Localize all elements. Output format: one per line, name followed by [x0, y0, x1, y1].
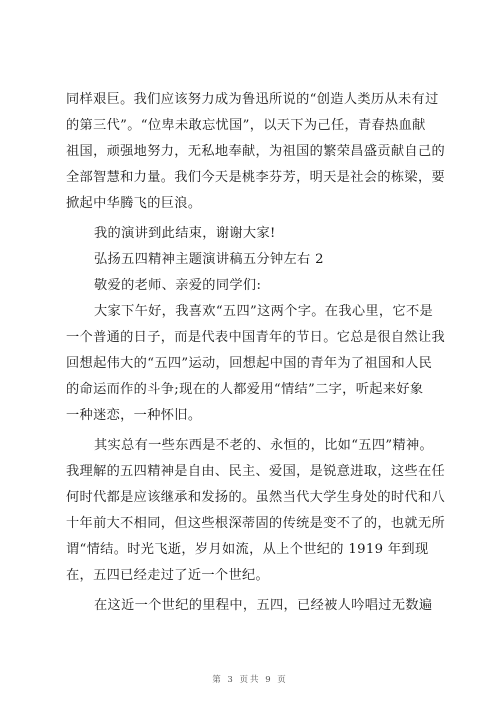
section-title: 弘扬五四精神主题演讲稿五分钟左右 2 [94, 252, 324, 267]
paragraph-1-line-5: 掀起中华腾飞的巨浪。 [66, 196, 202, 211]
paragraph-1-line-4: 全部智慧和力量。我们今天是桃李芬芳，明天是社会的栋梁，要 [66, 170, 446, 185]
page-footer: 第 3 页共 9 页 [212, 675, 288, 685]
paragraph-3-line-1: 其实总有一些东西是不老的、永恒的，比如“五四”精神。 [94, 438, 434, 453]
paragraph-2-line-2: 一个普通的日子，而是代表中国青年的节日。它总是很自然让我 [66, 330, 446, 345]
paragraph-3-line-4: 十年前大不相同，但这些根深蒂固的传统是变不了的，也就无所 [66, 516, 446, 531]
paragraph-3-line-2: 我理解的五四精神是自由、民主、爱国，是锐意进取，这些在任 [66, 464, 446, 479]
paragraph-2-line-1: 大家下午好，我喜欢“五四”这两个字。在我心里，它不是 [94, 304, 434, 319]
closing-line: 我的演讲到此结束，谢谢大家! [94, 226, 276, 241]
paragraph-2-line-3: 回想起伟大的“五四”运动，回想起中国的青年为了祖国和人民 [66, 356, 433, 371]
paragraph-1-line-2: 的第三代”。“位卑未敢忘忧国”，以天下为己任，青春热血献 [66, 118, 426, 133]
paragraph-3-line-5: 谓“情结。时光飞逝，岁月如流，从上个世纪的 1919 年到现 [66, 542, 429, 557]
greeting-line: 敬爱的老师、亲爱的同学们: [94, 278, 262, 293]
paragraph-2-line-4: 的命运而作的斗争;现在的人都爱用“情结”二字，听起来好象 [66, 382, 424, 397]
paragraph-3-line-3: 何时代都是应该继承和发扬的。虽然当代大学生身处的时代和八 [66, 490, 446, 505]
paragraph-3-line-6: 在，五四已经走过了近一个世纪。 [66, 568, 270, 583]
paragraph-1-line-3: 祖国，顽强地努力，无私地奉献，为祖国的繁荣昌盛贡献自己的 [66, 144, 446, 159]
paragraph-1-line-1: 同样艰巨。我们应该努力成为鲁迅所说的“创造人类历从未有过 [66, 92, 439, 107]
paragraph-4-line-1: 在这近一个世纪的里程中，五四，已经被人吟唱过无数遍 [94, 598, 433, 613]
paragraph-2-line-5: 一种迷恋，一种怀旧。 [66, 408, 202, 423]
